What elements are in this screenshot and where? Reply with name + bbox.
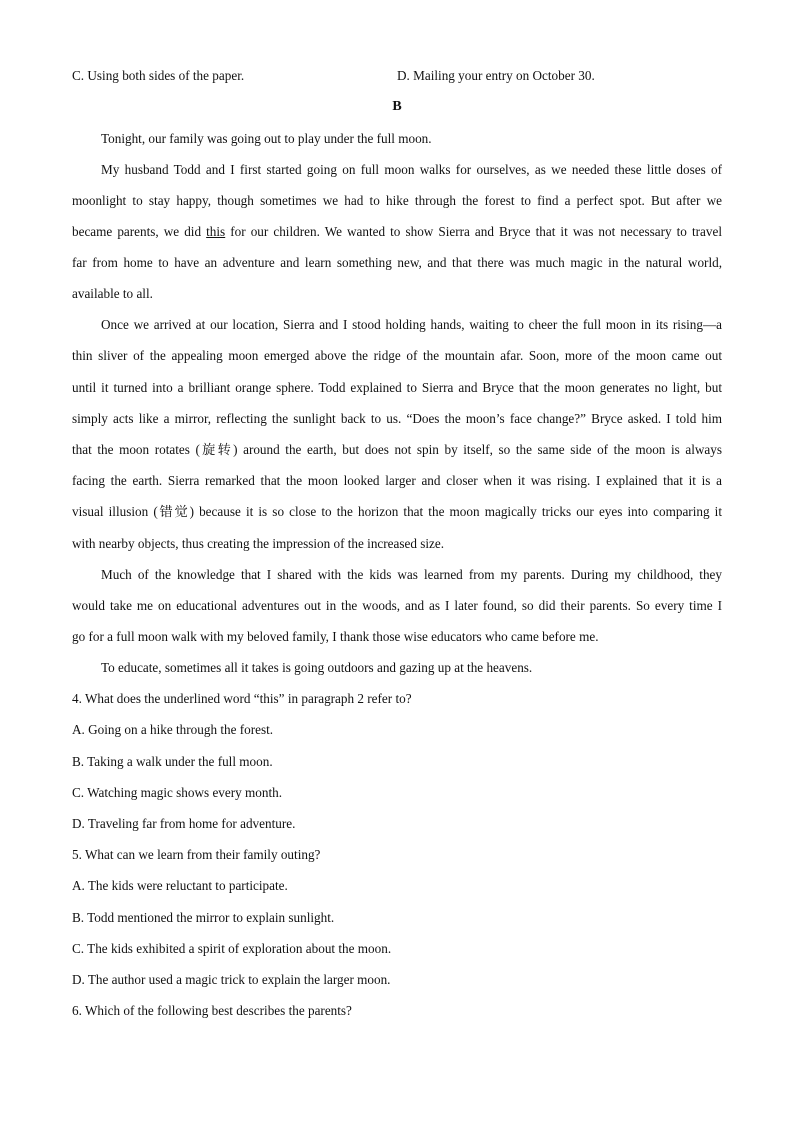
paragraph-2-line: moonlight to stay happy, though sometimes we had to hike through the forest to find a perfect spot. But after we [72, 193, 722, 208]
question-6-stem: 6. Which of the following best describes the parents? [72, 1003, 352, 1018]
question-5-option-d: D. The author used a magic trick to explain the larger moon. [72, 972, 391, 987]
underlined-word-this: this [206, 224, 226, 239]
paragraph-4-line: Much of the knowledge that I shared with the kids was learned from my parents. During my childhood, they [101, 567, 722, 582]
question-4-stem: 4. What does the underlined word “this” in paragraph 2 refer to? [72, 691, 412, 706]
paragraph-4-line: go for a full moon walk with my beloved family, I thank those wise educators who came before me. [72, 629, 599, 644]
paragraph-3-line: facing the earth. Sierra remarked that the moon looked larger and closer when it was rising. I explained that it is a [72, 473, 722, 488]
paragraph-2-line [72, 223, 722, 241]
question-5-stem: 5. What can we learn from their family outing? [72, 847, 321, 862]
paragraph-5: To educate, sometimes all it takes is going outdoors and gazing up at the heavens. [101, 660, 533, 675]
question-4-option-c: C. Watching magic shows every month. [72, 785, 283, 800]
paragraph-4-line: would take me on educational adventures out in the woods, and as I later found, so did their parents. So every time I [72, 598, 722, 613]
question-4-option-b: B. Taking a walk under the full moon. [72, 754, 273, 769]
question-4-option-a: A. Going on a hike through the forest. [72, 722, 274, 737]
paragraph-3-line: thin sliver of the appealing moon emerged above the ridge of the mountain afar. Soon, more of the moon came out [72, 348, 722, 363]
section-title: B [392, 99, 402, 114]
question-4-option-d: D. Traveling far from home for adventure. [72, 816, 296, 831]
paragraph-2-text: for our children. We wanted to show Sierra and Bryce that it was not necessary to travel [225, 224, 722, 239]
paragraph-3-line: simply acts like a mirror, reflecting the sunlight back to us. “Does the moon’s face change?” Bryce asked. I told him [72, 411, 722, 426]
paragraph-2-line: far from home to have an adventure and learn something new, and that there was much magic in the natural world, [72, 255, 722, 270]
paragraph-2-text: became parents, we did [72, 224, 207, 239]
paragraph-2-line: available to all. [72, 286, 153, 301]
paragraph-3-line: until it turned into a brilliant orange sphere. Todd explained to Sierra and Bryce that the moon generates no light, but [72, 380, 722, 395]
paragraph-3-line: visual illusion (错觉) because it is so close to the horizon that the moon magically tricks our eyes into comparing it [72, 504, 722, 519]
question-5-option-a: A. The kids were reluctant to participate. [72, 878, 288, 893]
paragraph-2-line: My husband Todd and I first started going on full moon walks for ourselves, as we needed these little doses of [101, 162, 722, 177]
question-5-option-c: C. The kids exhibited a spirit of exploration about the moon. [72, 941, 392, 956]
paragraph-3-line: Once we arrived at our location, Sierra and I stood holding hands, waiting to cheer the full moon in its rising—a [101, 317, 722, 332]
paragraph-3-line: that the moon rotates (旋转) around the earth, but does not spin by itself, so the same side of the moon is always [72, 442, 722, 457]
prev-option-c: C. Using both sides of the paper. [72, 68, 245, 83]
prev-option-d: D. Mailing your entry on October 30. [397, 68, 595, 83]
question-5-option-b: B. Todd mentioned the mirror to explain sunlight. [72, 910, 335, 925]
paragraph-1: Tonight, our family was going out to play under the full moon. [101, 131, 432, 146]
paragraph-3-line: with nearby objects, thus creating the impression of the increased size. [72, 536, 445, 551]
